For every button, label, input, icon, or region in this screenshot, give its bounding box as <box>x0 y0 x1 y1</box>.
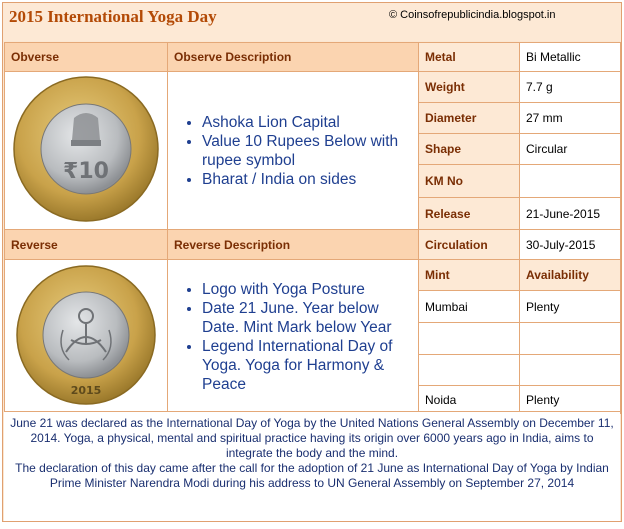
history-paragraph: The declaration of this day came after the call for the adoption of 21 June as International Day of Yoga by Indian Prime Minister Narendra Modi during his address to UN General Assembly on September 27, 2014 <box>15 461 609 490</box>
obverse-coin-image <box>11 74 161 224</box>
obverse-point: • Value 10 Rupees Below with rupee symbol <box>202 132 412 170</box>
spec-label-shape: Shape <box>419 134 520 165</box>
page-title: 2015 International Yoga Day <box>9 7 217 26</box>
spec-label-weight: Weight <box>419 72 520 103</box>
reverse-description-header: Reverse Description <box>168 230 419 260</box>
spec-value-km-no <box>520 165 621 198</box>
spec-value-circulation: 30-July-2015 <box>520 230 621 260</box>
reverse-point: • Logo with Yoga Posture <box>202 280 412 299</box>
reverse-description-cell <box>168 260 419 414</box>
obverse-coin-denomination: ₹10 <box>63 159 109 184</box>
spec-value-shape: Circular <box>520 134 621 165</box>
reverse-point: • Legend International Day of Yoga. Yoga for Harmony & Peace <box>202 337 412 394</box>
availability-header: Availability <box>520 260 621 291</box>
mint-availability <box>520 323 621 355</box>
copyright-credit: © Coinsofrepublicindia.blogspot.in <box>389 9 556 21</box>
mint-availability: Plenty <box>520 291 621 323</box>
obverse-description-cell <box>168 72 419 230</box>
spec-label-release: Release <box>419 198 520 230</box>
history-paragraph: June 21 was declared as the International Day of Yoga by the United Nations General Assembly on December 11, 2014. Yoga, a physical, mental and spiritual practice having its origin over 6000 years ago in India, aims to integrate the body and the mind. <box>10 416 614 460</box>
mint-name: Mumbai <box>419 291 520 323</box>
coin-info-sheet <box>2 2 622 522</box>
reverse-coin-cell <box>5 260 168 414</box>
spec-value-weight: 7.7 g <box>520 72 621 103</box>
reverse-description-list <box>174 280 412 394</box>
mint-name <box>419 355 520 386</box>
spec-value-metal: Bi Metallic <box>520 43 621 72</box>
obverse-coin-cell <box>5 72 168 230</box>
obverse-point: • Ashoka Lion Capital <box>202 113 412 132</box>
obverse-description-list <box>174 113 412 189</box>
history-note <box>4 411 620 521</box>
title-bar <box>3 3 621 41</box>
reverse-coin-year: 2015 <box>70 384 102 397</box>
mint-header: Mint <box>419 260 520 291</box>
spec-label-km-no: KM No <box>419 165 520 198</box>
spec-value-release: 21-June-2015 <box>520 198 621 230</box>
mint-availability <box>520 355 621 386</box>
reverse-header: Reverse <box>5 230 168 260</box>
spec-value-diameter: 27 mm <box>520 103 621 134</box>
mint-availability: Plenty <box>520 386 621 414</box>
obverse-point: • Bharat / India on sides <box>202 170 412 189</box>
obverse-header: Obverse <box>5 43 168 72</box>
reverse-point: • Date 21 June. Year below Date. Mint Mark below Year <box>202 299 412 337</box>
coin-details-table <box>4 42 621 414</box>
mint-name: Noida <box>419 386 520 414</box>
reverse-coin-image <box>11 264 161 406</box>
spec-label-metal: Metal <box>419 43 520 72</box>
spec-label-diameter: Diameter <box>419 103 520 134</box>
mint-name <box>419 323 520 355</box>
spec-label-circulation: Circulation <box>419 230 520 260</box>
obverse-description-header: Observe Description <box>168 43 419 72</box>
